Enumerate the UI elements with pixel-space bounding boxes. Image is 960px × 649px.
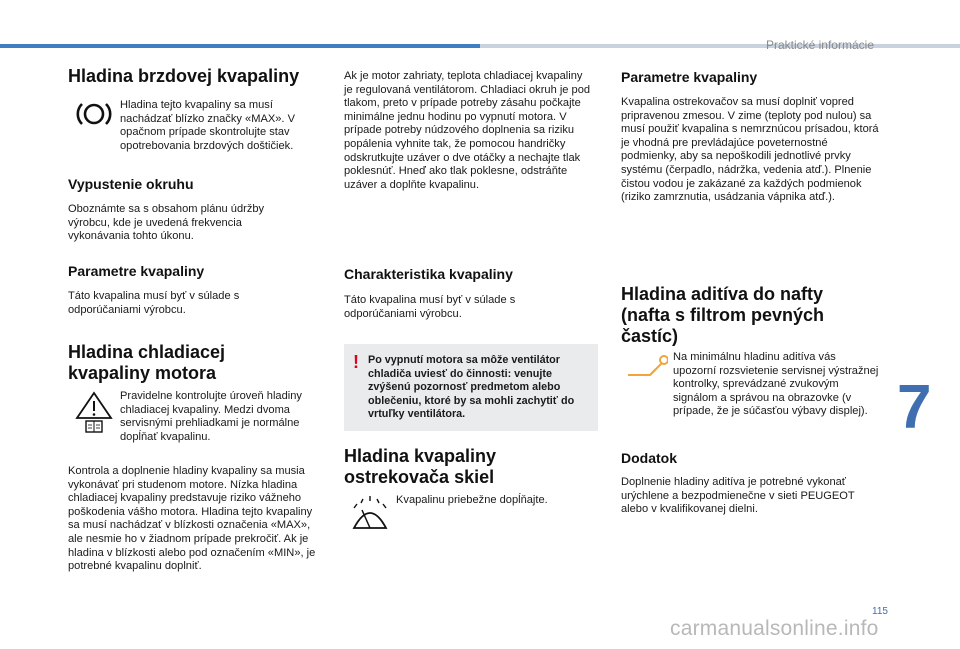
additive-title-line3: častíc) [621,326,679,346]
washer-params-text: Kvapalina ostrekovačov sa musí doplniť vopred pripravenou zmesou. V zime (teploty pod nulou) sa musí použiť kvapalina s nemrznúcou prísadou, ktorá je vhodná pre prevládajúce poveternostné podmienky, aby sa nepoškodili jednotlivé prvky systému (čerpadlo, nádržka, vedenia atď.). Plnenie čistou vodou je zakázané za každých podmienok (riziko zamrznutia, usádzania vápnika atď.). [621,96,879,204]
chapter-number: 7 [897,373,932,442]
additive-title-line2: (nafta s filtrom pevných [621,305,825,325]
washer-text: Kvapalinu priebežne dopĺňajte. [396,494,548,506]
addendum-title: Dodatok [621,450,677,466]
washer-title-line1: Hladina kvapaliny [344,446,497,466]
washer-title [344,446,496,488]
additive-level-icon [621,351,673,419]
brake-fluid-row [68,99,316,153]
coolant-title [68,342,225,384]
drain-text: Oboznámte sa s obsahom plánu údržby výrobcu, kde je uvedená frekvencia vykonávania tohto úkonu. [68,203,265,243]
fan-warning-box [344,344,598,431]
characteristics-title: Charakteristika kvapaliny [344,266,513,282]
params-text: Táto kvapalina musí byť v súlade s odporúčaniami výrobcu. [68,290,240,316]
addendum-text: Doplnenie hladiny aditíva je potrebné vykonať urýchlene a bezpodmienečne v sieti PEUGEOT alebo v kvalifikovanej dielni. [621,476,855,516]
fan-warning-text: Po vypnutí motora sa môže ventilátor chladiča uviesť do činnosti: venujte zvýšenú pozornosť predmetom alebo oblečeniu, ktoré by sa mohli zachytiť do vrtuľky ventilátora. [368,354,575,421]
additive-text: Na minimálnu hladinu aditíva vás upozorní rozsvietenie servisnej výstražnej kontrolky, sprevádzané zvukovým signálom a správou na obrazovke (v prípade, že je súčasťou výbavy displej). [673,351,879,418]
additive-title-line1: Hladina aditíva do nafty [621,284,824,304]
section-label: Praktické informácie [765,38,874,52]
washer-title-line2: ostrekovača skiel [344,467,495,487]
additive-title [621,284,824,347]
coolant-icon-text: Pravidelne kontrolujte úroveň hladiny chladiacej kvapaliny. Medzi dvoma servisnými prehliadkami je normálne dopĺňať kvapalinu. [120,390,302,443]
warning-exclamation-icon: ! [353,352,359,372]
drain-title: Vypustenie okruhu [68,176,194,192]
washer-fluid-icon [344,494,396,534]
coolant-body: Kontrola a doplnenie hladiny kvapaliny sa musia vykonávať pri studenom motore. Nízka hladina chladiacej kvapaliny predstavuje riziko vážneho poškodenia vášho motora. Hladina tejto kvapaliny sa musí nachádzať v blízkosti označenia «MAX», ale nesmie ho v žiadnom prípade prekročiť. Ak je hladina v blízkosti alebo pod označením «MIN», je potrebné kvapalinu doplniť. [68,465,316,573]
additive-row [621,351,879,419]
washer-row [344,494,586,534]
header-bar-accent [0,44,480,48]
coolant-row [68,390,316,444]
brake-fluid-text: Hladina tejto kvapaliny sa musí nachádzať blízko značky «MAX». V opačnom prípade skontrolujte stav opotrebovania brzdových doštičiek. [120,99,295,152]
characteristics-text: Táto kvapalina musí byť v súlade s odporúčaniami výrobcu. [344,294,516,320]
coolant-title-line1: Hladina chladiacej [68,342,226,362]
watermark: carmanualsonline.info [670,617,879,640]
page-number: 115 [872,606,888,617]
brake-fluid-title: Hladina brzdovej kvapaliny [68,66,300,86]
params-title: Parametre kvapaliny [68,263,205,279]
coolant-warning-icon [68,390,120,444]
hot-engine-text: Ak je motor zahriaty, teplota chladiacej kvapaliny je regulovaná ventilátorom. Chladiaci okruh je pod tlakom, preto v prípade potreby zásahu počkajte minimálne jednu hodinu po vypnutí motora. V prípade potreby núdzového doplnenia sa riziku popálenia vyhnite tak, že pomocou handričky odskrutkujte uzáver o dve otáčky a nechajte tlak poklesnúť. Hneď ako tlak poklesne, odstráňte uzáver a doplňte kvapalinu. [344,70,591,191]
coolant-title-line2: kvapaliny motora [68,363,217,383]
brake-warning-icon [68,99,120,153]
washer-params-title: Parametre kvapaliny [621,69,758,85]
header-bar [480,44,960,48]
